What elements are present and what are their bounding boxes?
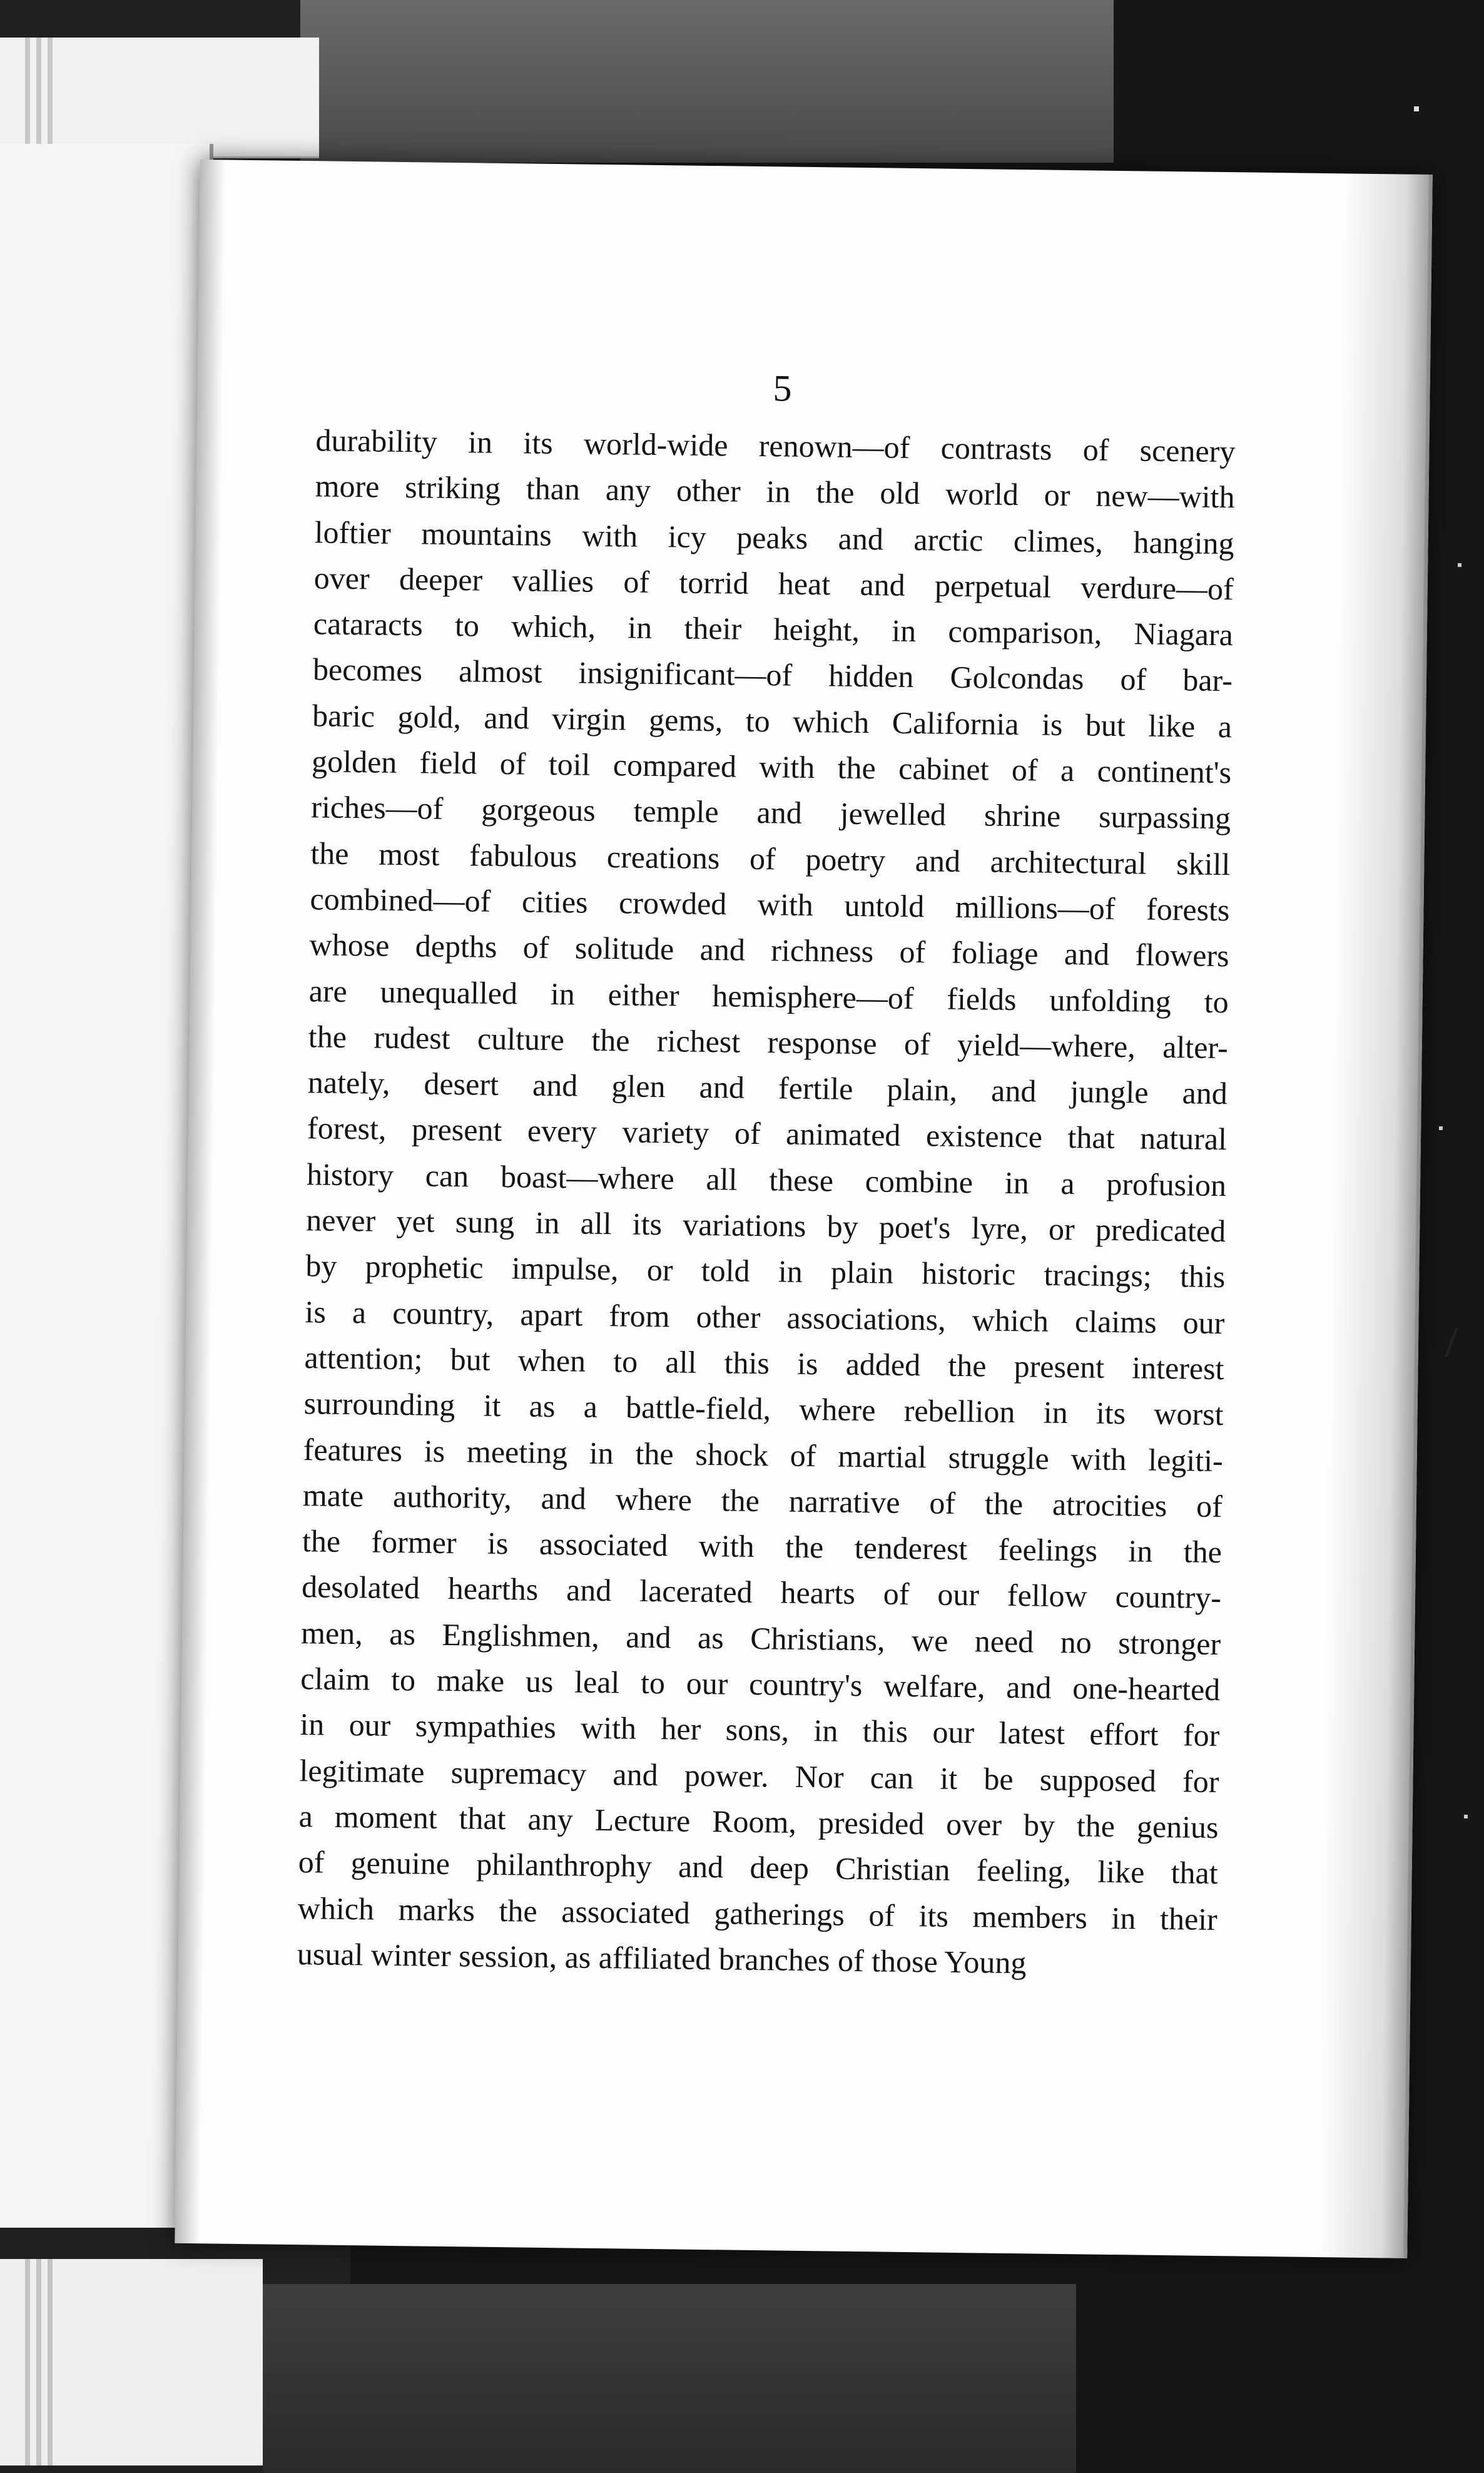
text-line: attention; but when to all this is added the present interest [304,1340,1224,1387]
scan-speck [1458,563,1461,567]
book-page [175,160,1433,2258]
scan-speck [1414,106,1419,111]
scanner-background-bottom [263,2284,1076,2473]
text-line: are unequalled in either hemisphere—of fields unfolding to [308,972,1229,1019]
text-line: the rudest culture the richest response of yield—where, alter- [308,1019,1229,1066]
text-line: in our sympathies with her sons, in this our latest effort for [300,1706,1220,1753]
text-line: riches—of gorgeous temple and jewelled shrine surpassing [311,789,1231,836]
text-line: a moment that any Lecture Room, presided over by the genius [298,1798,1219,1845]
text-line: cataracts to which, in their height, in comparison, Niagara [313,606,1234,653]
text-line: whose depths of solitude and richness of foliage and flowers [309,927,1229,974]
text-line: the most fabulous creations of poetry and architectural skill [310,835,1231,882]
text-line: of genuine philanthrophy and deep Christian feeling, like that [298,1844,1219,1891]
text-line: durability in its world-wide renown—of contrasts of scenery [315,422,1236,469]
text-line: the former is associated with the tenderest feelings in the [302,1523,1222,1570]
text-line: by prophetic impulse, or told in plain historic tracings; this [305,1248,1226,1295]
text-line: history can boast—where all these combine in a profusion [306,1156,1227,1203]
text-line: never yet sung in all its variations by poet's lyre, or predicated [305,1202,1226,1249]
text-line: baric gold, and virgin gems, to which California is but like a [312,698,1232,744]
scanner-background-top [300,0,1114,163]
text-line: claim to make us leal to our country's welfare, and one-hearted [300,1661,1221,1708]
binding-strip-bottom [0,2259,263,2465]
text-line: legitimate supremacy and power. Nor can it be supposed for [299,1752,1219,1799]
text-line: desolated hearths and lacerated hearts of our fellow country- [301,1569,1222,1616]
text-line: mate authority, and where the narrative of the atrocities of [302,1477,1223,1524]
text-line: which marks the associated gatherings of its members in their [297,1890,1218,1937]
text-line: forest, present every variety of animated existence that natural [307,1110,1227,1157]
page-body-text [297,417,1236,1988]
scan-speck [1464,1815,1468,1818]
text-line: usual winter session, as affiliated branches of those Young [297,1935,1027,1981]
text-line: loftier mountains with icy peaks and arctic climes, hanging [314,514,1234,561]
text-line: nately, desert and glen and fertile plain, and jungle and [307,1064,1228,1111]
scan-speck [1439,1126,1443,1130]
scan-speck [1445,1327,1458,1357]
text-line: men, as Englishmen, and as Christians, we need no stronger [300,1614,1221,1661]
text-line: becomes almost insignificant—of hidden Golcondas of bar- [312,651,1233,698]
text-line: is a country, apart from other associations, which claims our [305,1293,1225,1340]
binding-strip-top [0,38,319,158]
text-line: combined—of cities crowded with untold millions—of forests [310,881,1230,928]
text-line: over deeper vallies of torrid heat and perpetual verdure—of [313,560,1234,607]
text-line: golden field of toil compared with the cabinet of a continent's [311,743,1232,790]
text-line: more striking than any other in the old world or new—with [315,468,1235,515]
text-line: features is meeting in the shock of martial struggle with legiti- [303,1431,1224,1478]
page-number: 5 [773,367,793,409]
text-line: surrounding it as a battle-field, where rebellion in its worst [303,1385,1224,1432]
